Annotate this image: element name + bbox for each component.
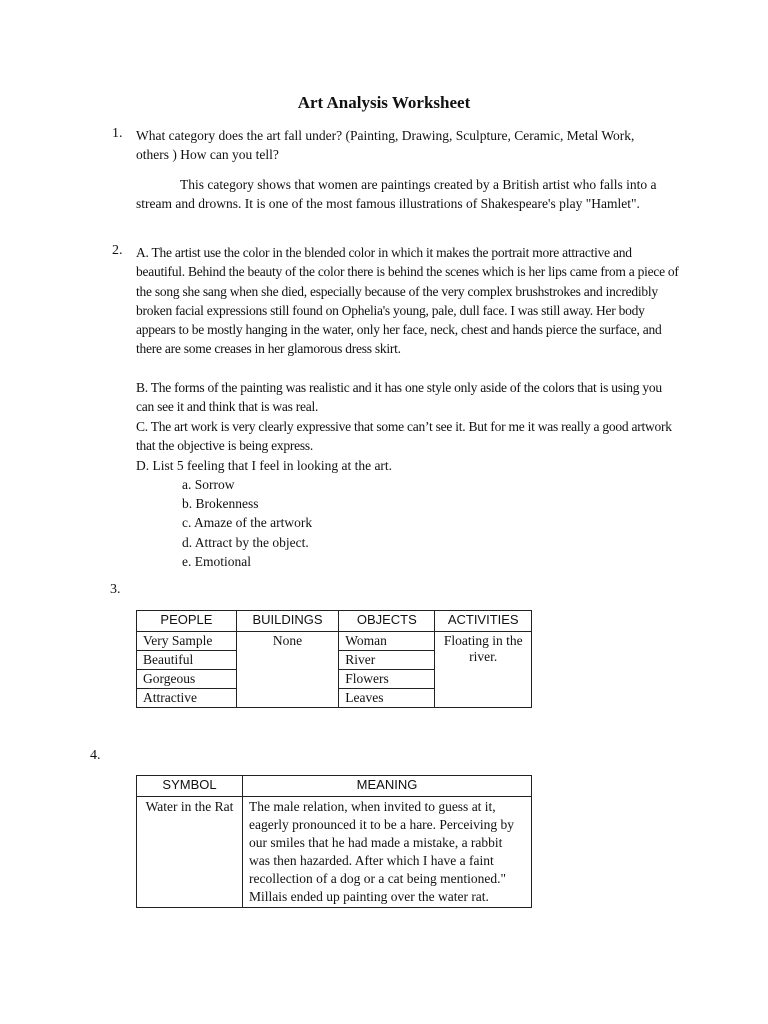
table-header-people: PEOPLE <box>137 611 237 632</box>
feeling-item: b. Brokenness <box>182 496 259 511</box>
table-header-objects: OBJECTS <box>339 611 435 632</box>
question-1-text: What category does the art fall under? (Painting, Drawing, Sculpture, Ceramic, Metal Work, others ) How can you tell? <box>136 128 635 163</box>
table-header-meaning: MEANING <box>243 776 532 797</box>
symbol-table <box>136 775 532 908</box>
question-2-part-b: B. The forms of the painting was realistic and it has one style only aside of the colors that is using you can see it and think that is was real. <box>136 380 662 415</box>
people-cell: Gorgeous <box>137 670 237 689</box>
people-cell: Very Sample <box>137 632 237 651</box>
question-2-number: 2. <box>112 243 123 258</box>
activities-cell: Floating in the river. <box>435 632 532 708</box>
people-cell: Beautiful <box>137 651 237 670</box>
feeling-item: d. Attract by the object. <box>182 535 309 550</box>
objects-cell: River <box>339 651 435 670</box>
analysis-table <box>136 610 532 708</box>
symbol-cell: Water in the Rat <box>137 797 243 908</box>
page-title: Art Analysis Worksheet <box>297 93 471 112</box>
table-row <box>137 797 532 908</box>
objects-cell: Woman <box>339 632 435 651</box>
meaning-cell: The male relation, when invited to guess at it, eagerly pronounced it to be a hare. Perceiving by our smiles that he had made a mistake, a rabbit was then hazarded. After which I have a faint recollection of a dog or a cat being mentioned." Millais ended up painting over the water rat. <box>243 797 532 908</box>
objects-cell: Leaves <box>339 689 435 708</box>
question-2-part-a: A. The artist use the color in the blended color in which it makes the portrait more attractive and beautiful. Behind the beauty of the color there is behind the scenes which is her lips came from a piece of the song she sang when she died, especially because of the very complex brushstrokes and incredibly broken facial expressions still found on Ophelia's young, pale, dull face. I was still away. Her body appears to be mostly hanging in the water, only her face, neck, chest and hands pierce the surface, and there are some creases in her glamorous dress skirt. <box>136 245 679 357</box>
question-3-number: 3. <box>110 582 121 597</box>
objects-cell: Flowers <box>339 670 435 689</box>
table-header-activities: ACTIVITIES <box>435 611 532 632</box>
question-4-number: 4. <box>90 748 101 763</box>
table-row <box>137 632 532 651</box>
question-1-number: 1. <box>112 126 123 141</box>
feeling-item: c. Amaze of the artwork <box>182 515 313 530</box>
table-header-symbol: SYMBOL <box>137 776 243 797</box>
table-header-buildings: BUILDINGS <box>236 611 338 632</box>
question-2-part-d: D. List 5 feeling that I feel in looking at the art. <box>136 458 393 473</box>
feeling-item: a. Sorrow <box>182 477 235 492</box>
people-cell: Attractive <box>137 689 237 708</box>
question-2-part-c: C. The art work is very clearly expressive that some can’t see it. But for me it was really a good artwork that the objective is being express. <box>136 419 672 454</box>
table-header-row <box>137 611 532 632</box>
question-1-answer: This category shows that women are paintings created by a British artist who falls into a stream and drowns. It is one of the most famous illustrations of Shakespeare's play "Hamlet". <box>136 177 657 212</box>
buildings-cell: None <box>236 632 338 708</box>
feeling-item: e. Emotional <box>182 554 251 569</box>
table-header-row <box>137 776 532 797</box>
